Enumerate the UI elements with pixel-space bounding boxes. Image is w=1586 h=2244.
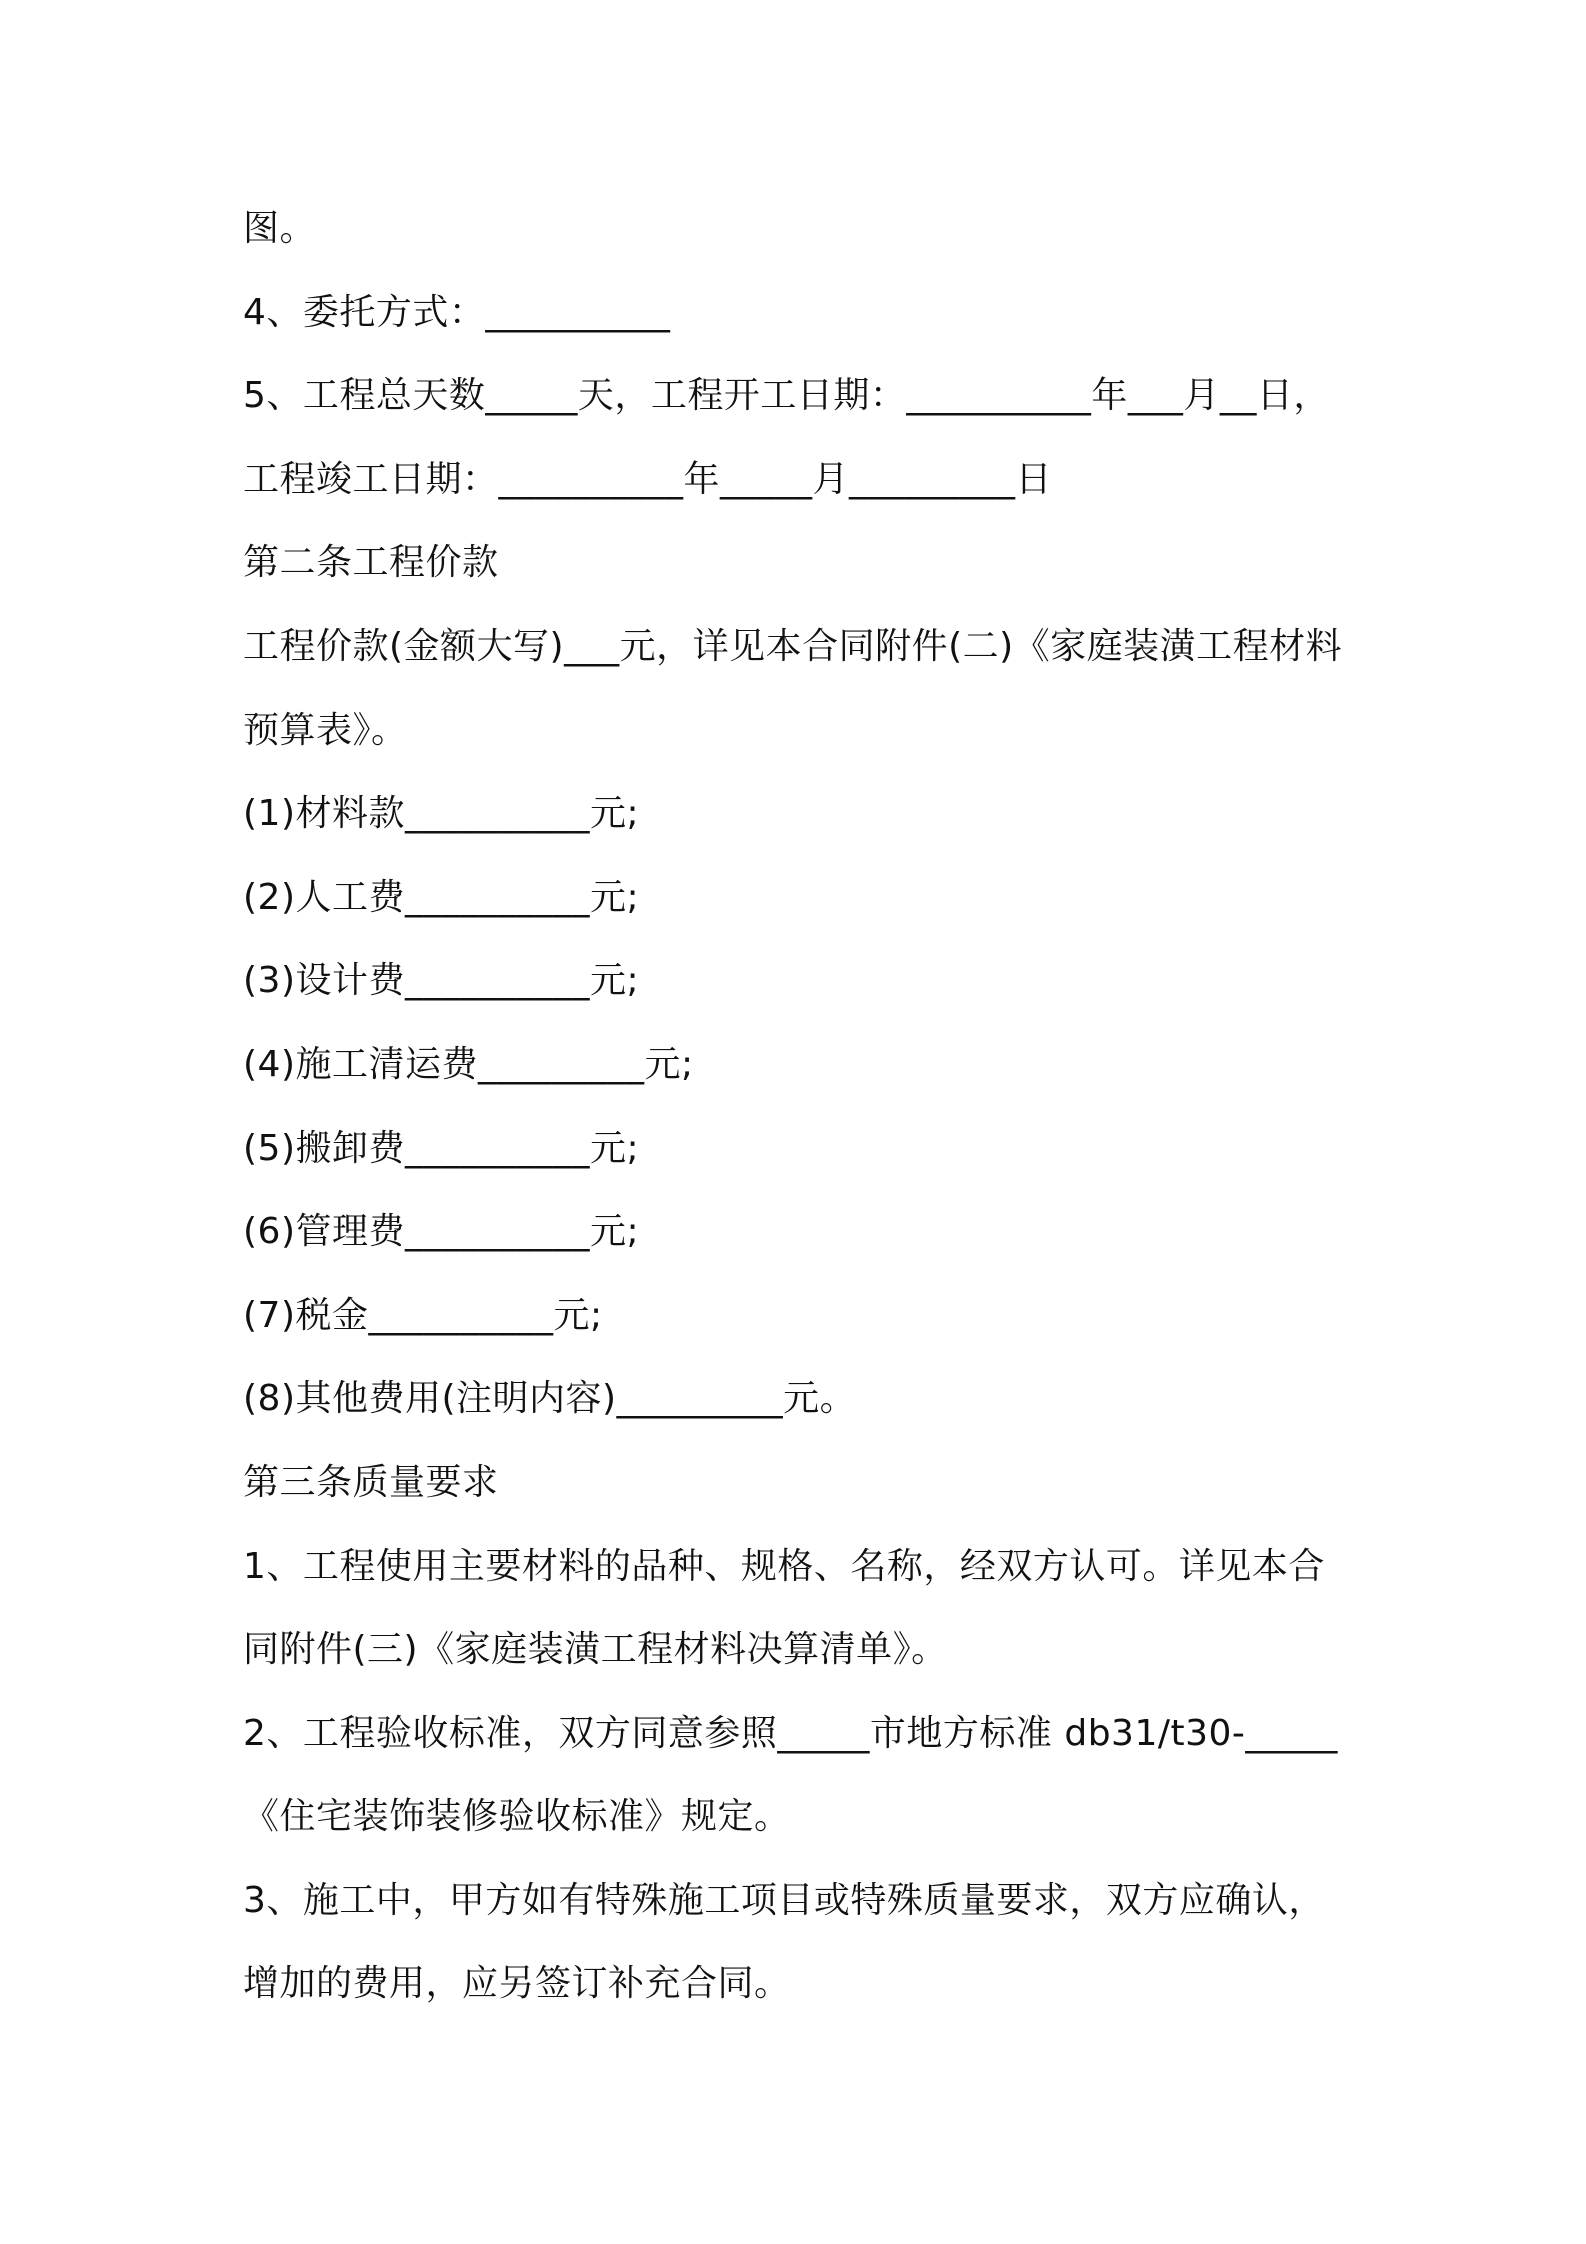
list-item: (4)施工清运费_________元; bbox=[243, 1043, 694, 1085]
list-item: (8)其他费用(注明内容)_________元。 bbox=[243, 1378, 857, 1420]
section-heading: 第二条工程价款 bbox=[243, 542, 499, 584]
text-line: 增加的费用，应另签订补充合同。 bbox=[243, 1963, 791, 2005]
text-line: 工程竣工日期：__________年_____月_________日 bbox=[243, 458, 1053, 500]
text-line: 同附件(三)《家庭装潢工程材料决算清单》。 bbox=[243, 1629, 948, 1671]
text-line: 工程价款(金额大写)___元，详见本合同附件(二)《家庭装潢工程材料 bbox=[243, 625, 1343, 667]
text-line: 图。 bbox=[243, 208, 317, 249]
section-heading: 第三条质量要求 bbox=[243, 1461, 499, 1503]
document-body bbox=[243, 198, 1353, 2037]
text-line: 1、工程使用主要材料的品种、规格、名称，经双方认可。详见本合 bbox=[243, 1545, 1325, 1587]
text-line: 预算表》。 bbox=[243, 709, 408, 751]
list-item: (7)税金__________元; bbox=[243, 1294, 603, 1336]
list-item: (5)搬卸费__________元; bbox=[243, 1127, 640, 1169]
list-item: (3)设计费__________元; bbox=[243, 960, 640, 1002]
text-line: 2、工程验收标准，双方同意参照_____市地方标准 db31/t30-_____ bbox=[243, 1712, 1338, 1754]
list-item: (1)材料款__________元; bbox=[243, 793, 640, 835]
text-line: 《住宅装饰装修验收标准》规定。 bbox=[243, 1796, 791, 1838]
list-item: (6)管理费__________元; bbox=[243, 1211, 640, 1253]
text-line: 5、工程总天数_____天，工程开工日期：__________年___月__日， bbox=[243, 375, 1330, 417]
text-line: 4、委托方式：__________ bbox=[243, 291, 671, 333]
list-item: (2)人工费__________元; bbox=[243, 876, 640, 918]
text-line: 3、施工中，甲方如有特殊施工项目或特殊质量要求，双方应确认， bbox=[243, 1879, 1325, 1921]
